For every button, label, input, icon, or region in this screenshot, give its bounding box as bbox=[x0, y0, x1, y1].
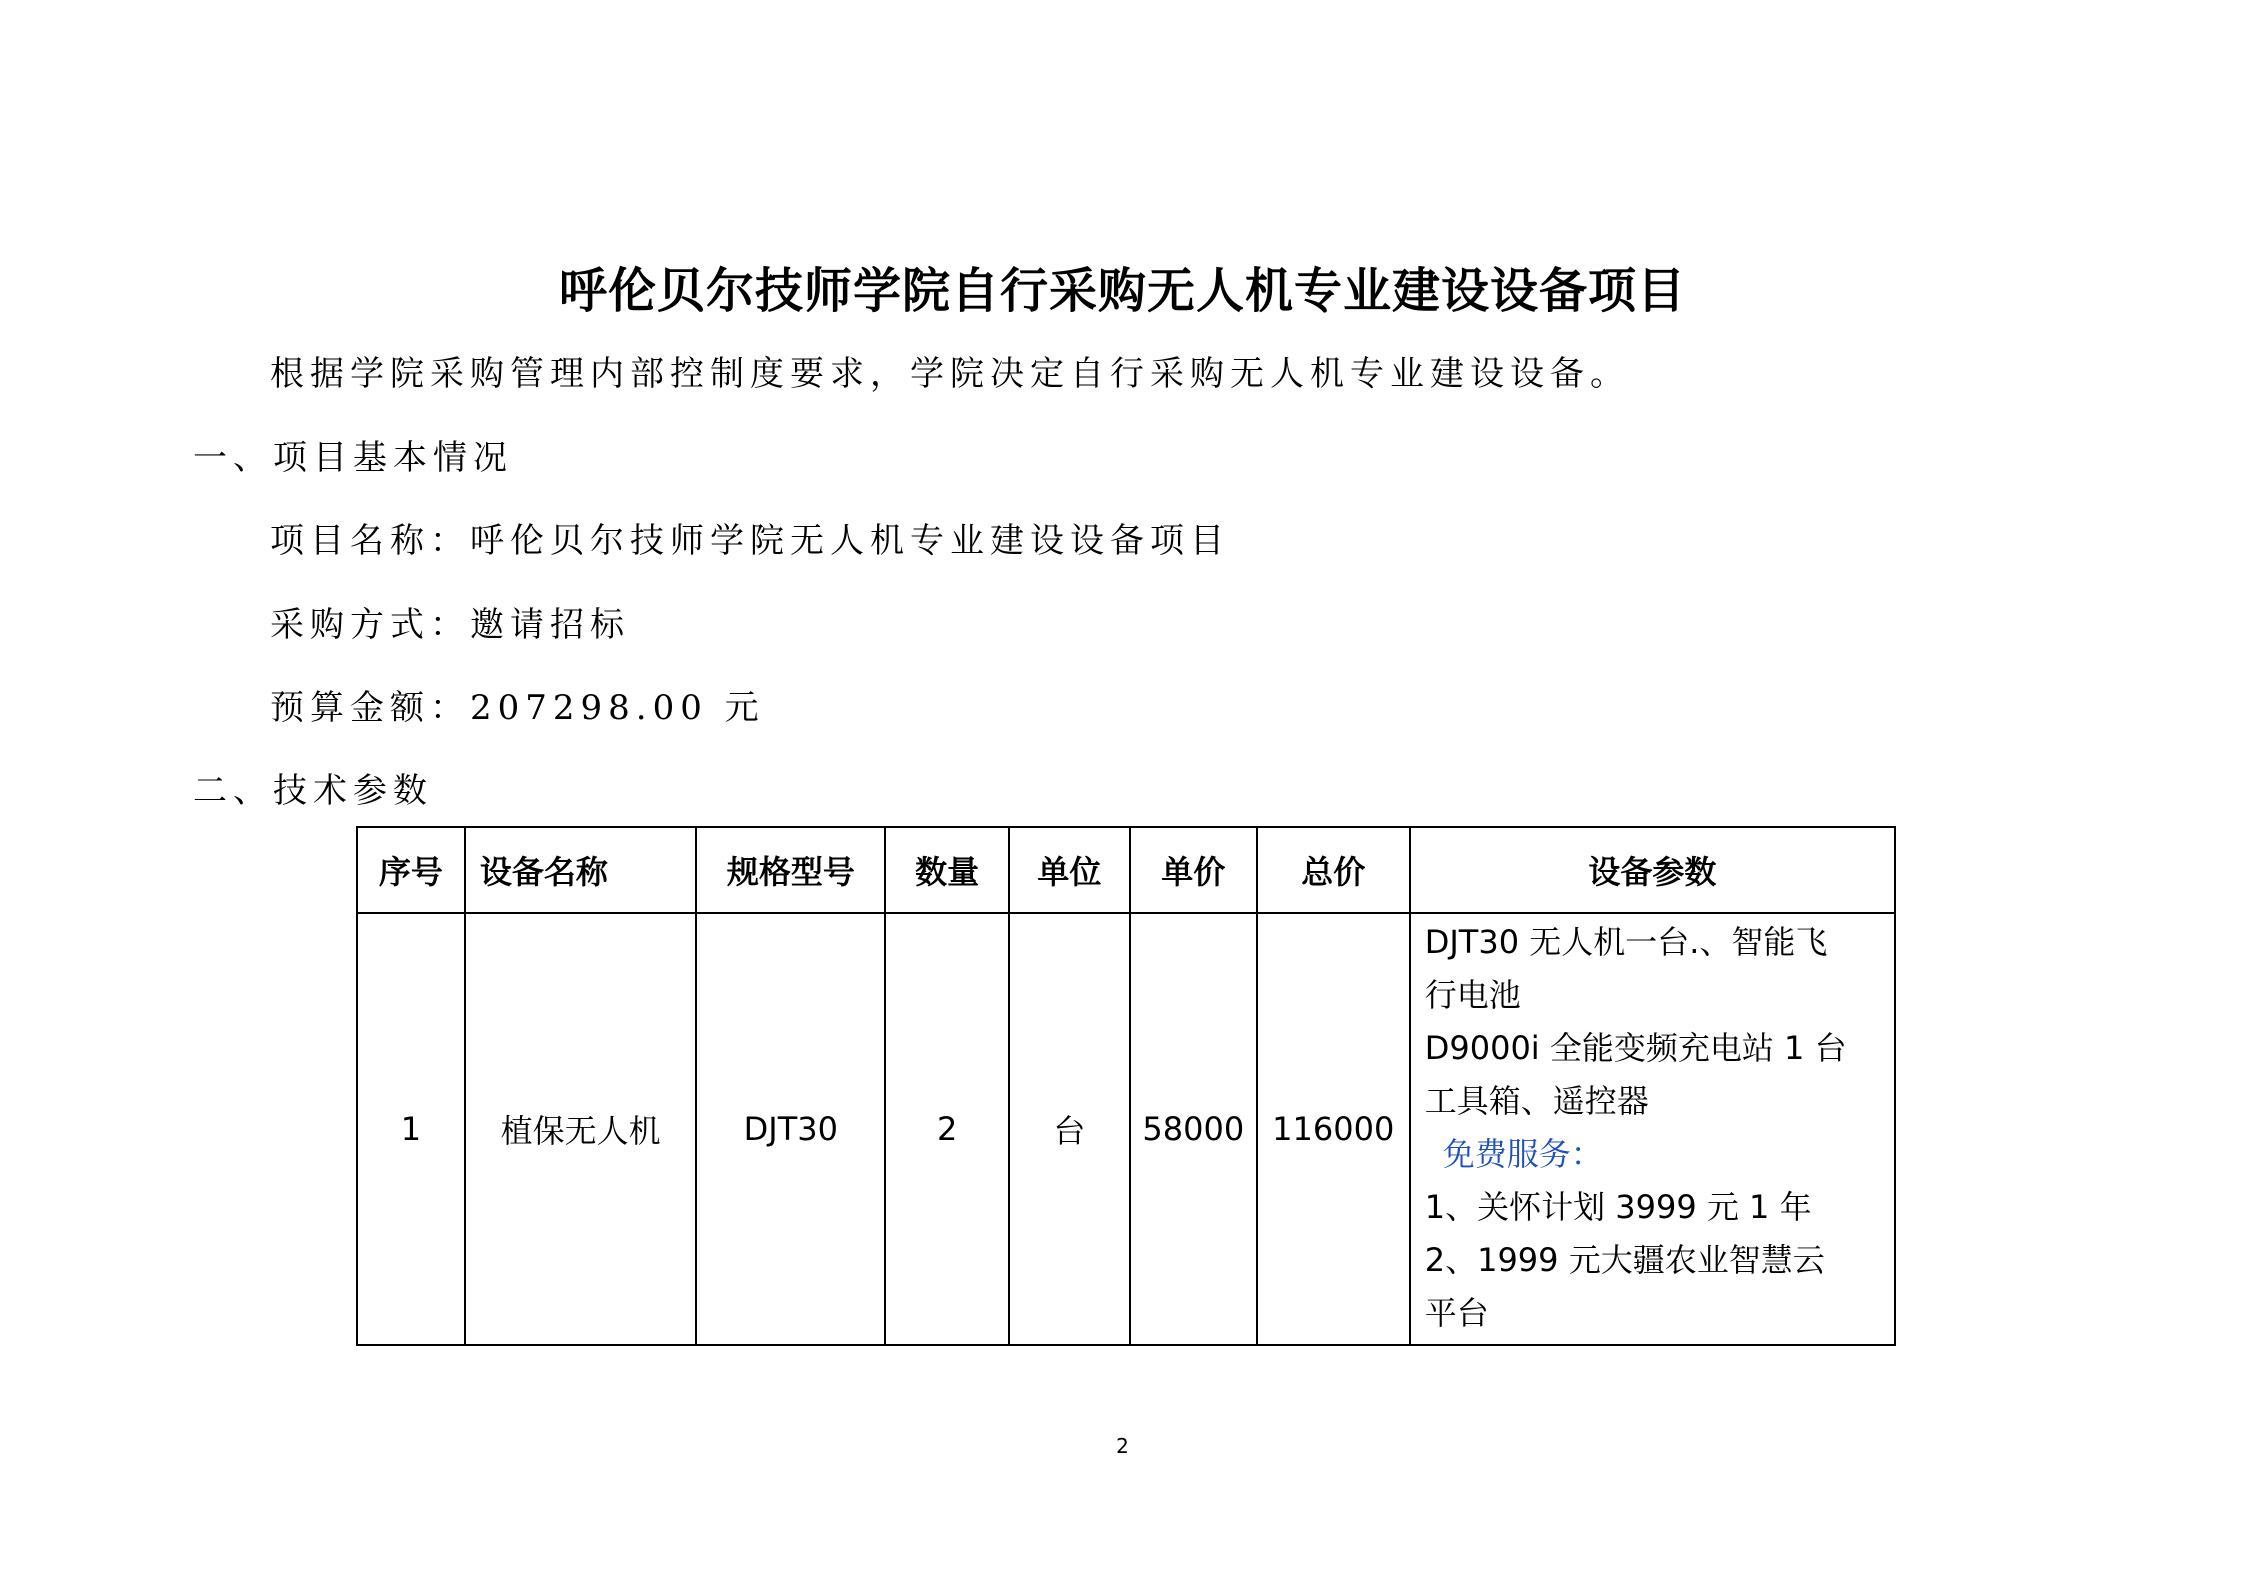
cell-total-price: 116000 bbox=[1257, 913, 1410, 1345]
cell-name: 植保无人机 bbox=[465, 913, 697, 1345]
header-name: 设备名称 bbox=[465, 827, 697, 913]
table-row bbox=[357, 913, 1895, 1345]
cell-index: 1 bbox=[357, 913, 465, 1345]
header-total-price: 总价 bbox=[1257, 827, 1410, 913]
cell-model: DJT30 bbox=[696, 913, 885, 1345]
section-heading-tech-params: 二、技术参数 bbox=[193, 771, 433, 811]
header-quantity: 数量 bbox=[885, 827, 1009, 913]
document-title: 呼伦贝尔技师学院自行采购无人机专业建设设备项目 bbox=[558, 263, 1686, 319]
param-line: 行电池 bbox=[1424, 976, 1521, 1014]
table-header-row bbox=[357, 827, 1895, 913]
equipment-table bbox=[356, 826, 1896, 1346]
cell-unit-price: 58000 bbox=[1130, 913, 1257, 1345]
header-model: 规格型号 bbox=[696, 827, 885, 913]
intro-paragraph: 根据学院采购管理内部控制度要求，学院决定自行采购无人机专业建设设备。 bbox=[270, 354, 1630, 394]
param-line: 1、关怀计划 3999 元 1 年 bbox=[1424, 1188, 1812, 1226]
param-line: DJT30 无人机一台.、智能飞 bbox=[1424, 923, 1828, 961]
page-number: 2 bbox=[1116, 1434, 1129, 1458]
project-name-line: 项目名称：呼伦贝尔技师学院无人机专业建设设备项目 bbox=[270, 521, 1230, 561]
cell-params bbox=[1410, 913, 1895, 1345]
free-service-label: 免费服务： bbox=[1442, 1135, 1603, 1173]
cell-unit: 台 bbox=[1009, 913, 1130, 1345]
param-line: 2、1999 元大疆农业智慧云 bbox=[1424, 1241, 1825, 1279]
header-params: 设备参数 bbox=[1410, 827, 1895, 913]
budget-line: 预算金额：207298.00 元 bbox=[270, 688, 765, 728]
param-line: D9000i 全能变频充电站 1 台 bbox=[1424, 1029, 1847, 1067]
param-line: 工具箱、遥控器 bbox=[1424, 1082, 1649, 1120]
header-unit-price: 单价 bbox=[1130, 827, 1257, 913]
param-line: 平台 bbox=[1424, 1294, 1489, 1332]
header-unit: 单位 bbox=[1009, 827, 1130, 913]
procurement-method-line: 采购方式：邀请招标 bbox=[270, 605, 630, 645]
cell-quantity: 2 bbox=[885, 913, 1009, 1345]
section-heading-basic-info: 一、项目基本情况 bbox=[193, 438, 513, 478]
header-index: 序号 bbox=[357, 827, 465, 913]
